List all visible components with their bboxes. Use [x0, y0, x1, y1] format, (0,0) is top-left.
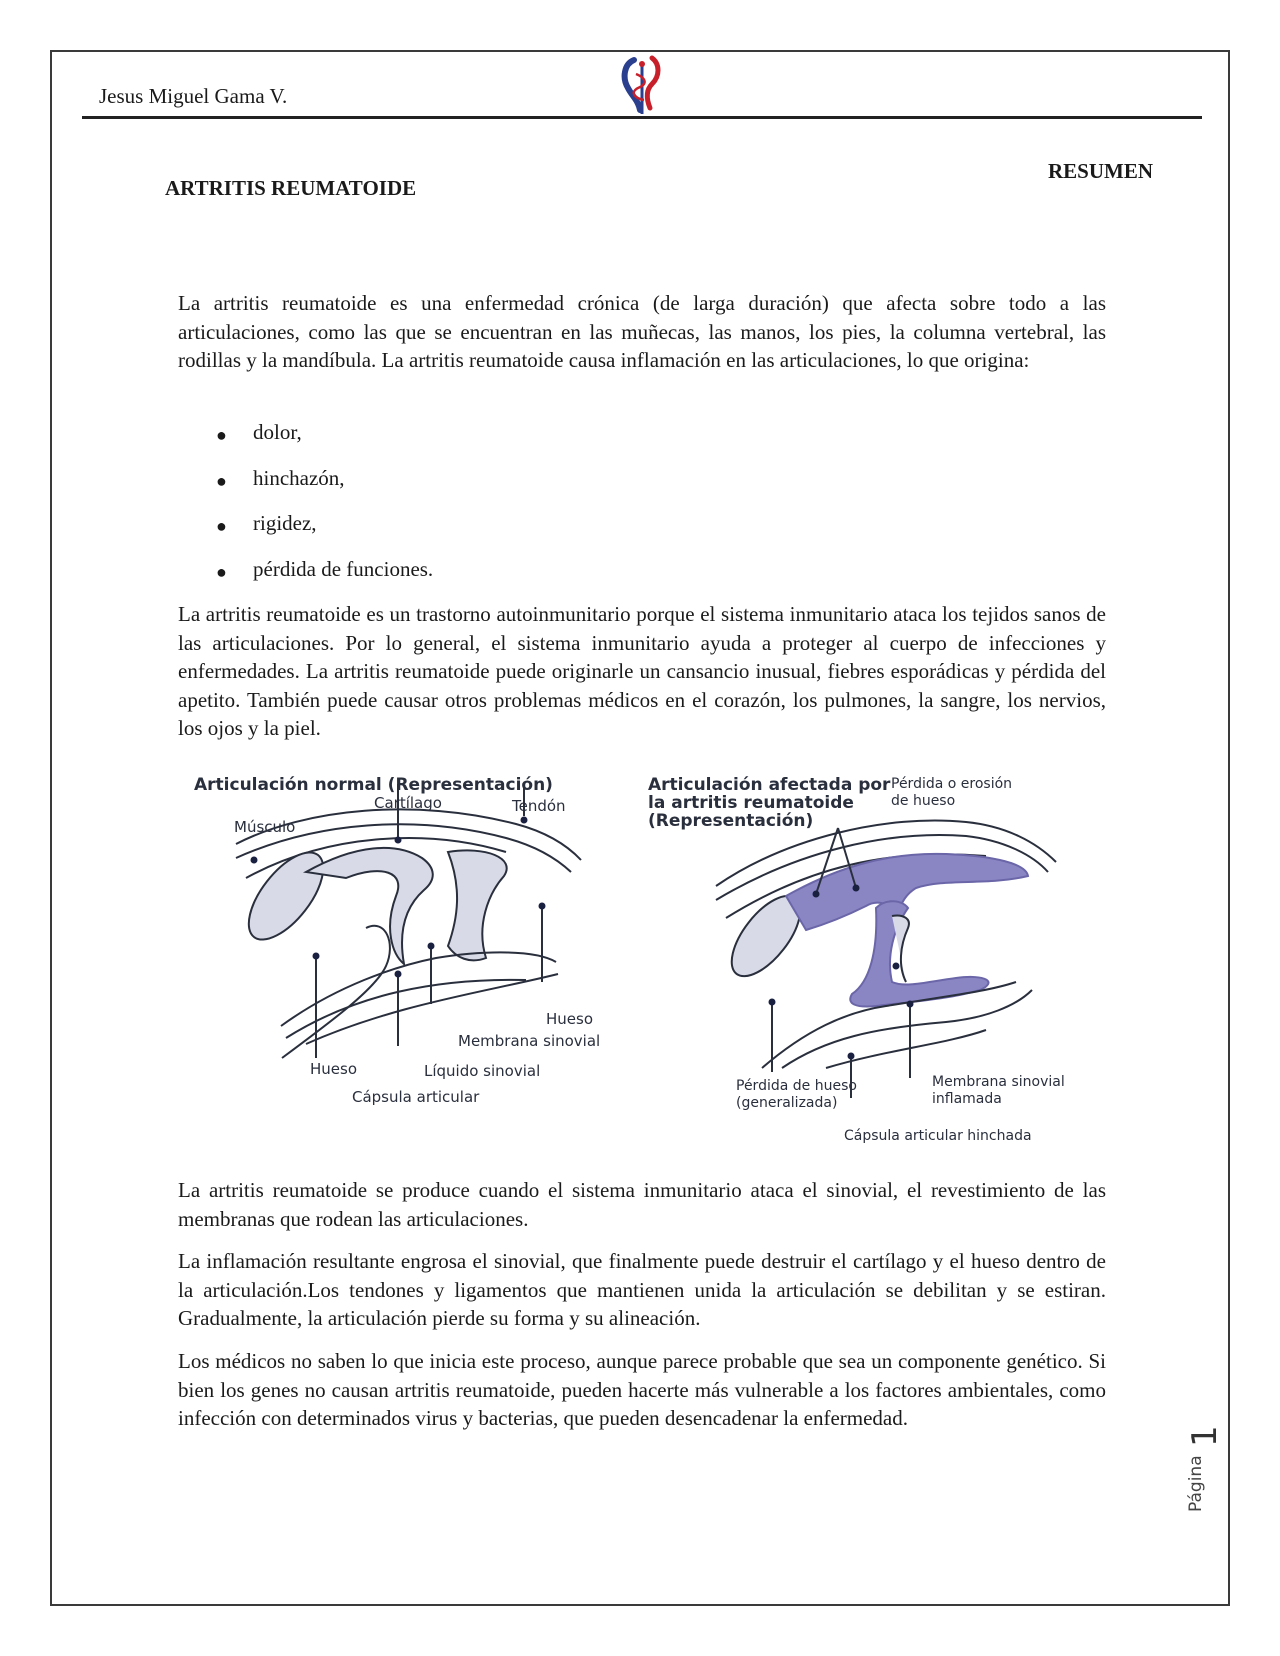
- symptom-text: dolor,: [253, 420, 302, 444]
- label-erosion-2: de hueso: [891, 793, 956, 809]
- label-membrana-inflamada-1: Membrana sinovial: [932, 1074, 1065, 1090]
- label-perdida-hueso-1: Pérdida de hueso: [736, 1078, 857, 1094]
- label-hueso-left: Hueso: [310, 1060, 358, 1078]
- paragraph-inflammation: La inflamación resultante engrosa el sinovial, que finalmente puede destruir el cartílago y el hueso dentro de la articulación.Los tendones y ligamentos que mantienen unida la articulación se debilitan y se estiran. Gradualmente, la articulación pierde su forma y su alineación.: [178, 1249, 1106, 1330]
- label-capsula-articular: Cápsula articular: [352, 1088, 480, 1106]
- label-liquido-sinovial: Líquido sinovial: [424, 1062, 541, 1080]
- label-erosion-1: Pérdida o erosión: [891, 776, 1013, 792]
- medical-caduceus-logo-icon: [616, 54, 668, 118]
- intro-paragraph: La artritis reumatoide es una enfermedad crónica (de larga duración) que afecta sobre todo a las articulaciones, como las que se encuentran en las muñecas, las manos, los pies, la columna vertebral, las rodillas y la mandíbula. La artritis reumatoide causa inflamación en las articulaciones, lo que origina:: [178, 291, 1106, 372]
- bullet-icon: ●: [216, 470, 227, 491]
- document-title: ARTRITIS REUMATOIDE: [165, 176, 417, 200]
- summary-label: RESUMEN: [1048, 159, 1154, 183]
- label-hueso-right: Hueso: [546, 1010, 594, 1028]
- symptom-list: [178, 418, 433, 600]
- bullet-icon: ●: [216, 561, 227, 582]
- page-label: Página: [1186, 1455, 1206, 1512]
- list-item: [178, 555, 433, 601]
- label-capsula-hinchada: Cápsula articular hinchada: [844, 1128, 1032, 1144]
- list-item: [178, 464, 433, 510]
- figure-title-affected-1: Articulación afectada por: [648, 775, 891, 795]
- label-cartilago: Cartílago: [374, 794, 442, 812]
- bullet-icon: ●: [216, 425, 227, 445]
- affected-joint-drawing: [716, 820, 1056, 1098]
- list-item: [178, 418, 433, 464]
- page-number: 1: [1185, 1425, 1225, 1447]
- paragraph-autoimmune: La artritis reumatoide es un trastorno autoinmunitario porque el sistema inmunitario ataca los tejidos sanos de las articulaciones. Por lo general, el sistema inmunitario ayuda a proteger al cuerpo de infecciones y enfermedades. La artritis reumatoide puede originarle un cansancio inusual, fiebres esporádicas y pérdida del apetito. También puede causar otros problemas médicos en el corazón, los pulmones, la sangre, los nervios, los ojos y la piel.: [178, 602, 1106, 740]
- header-author: Jesus Miguel Gama V.: [99, 84, 288, 108]
- joint-diagram: [186, 768, 1106, 1160]
- label-tendon: Tendón: [512, 797, 566, 815]
- symptom-text: pérdida de funciones.: [253, 556, 434, 581]
- label-perdida-hueso-2: (generalizada): [736, 1095, 838, 1111]
- bullet-icon: ●: [216, 516, 227, 536]
- label-musculo: Músculo: [234, 818, 296, 836]
- figure-title-affected-3: (Representación): [648, 811, 814, 831]
- label-membrana-inflamada-2: inflamada: [932, 1091, 1002, 1107]
- symptom-text: hinchazón,: [253, 465, 345, 490]
- header-rule: [82, 116, 1202, 119]
- list-item: [178, 509, 433, 555]
- paragraph-synovial: La artritis reumatoide se produce cuando el sistema inmunitario ataca el sinovial, el revestimiento de las membranas que rodean las articulaciones.: [178, 1178, 1106, 1231]
- figure-title-affected-2: la artritis reumatoide: [648, 793, 854, 813]
- figure-title-normal: Articulación normal (Representación): [194, 775, 553, 795]
- joint-illustration: [186, 768, 1106, 1160]
- paragraph-causes: Los médicos no saben lo que inicia este proceso, aunque parece probable que sea un componente genético. Si bien los genes no causan artritis reumatoide, pueden hacerte más vulnerable a los factores ambientales, como infección con determinados virus y bacterias, que pueden desencadenar la enfermedad.: [178, 1349, 1106, 1430]
- symptom-text: rigidez,: [253, 511, 317, 535]
- label-membrana-sinovial: Membrana sinovial: [458, 1032, 601, 1050]
